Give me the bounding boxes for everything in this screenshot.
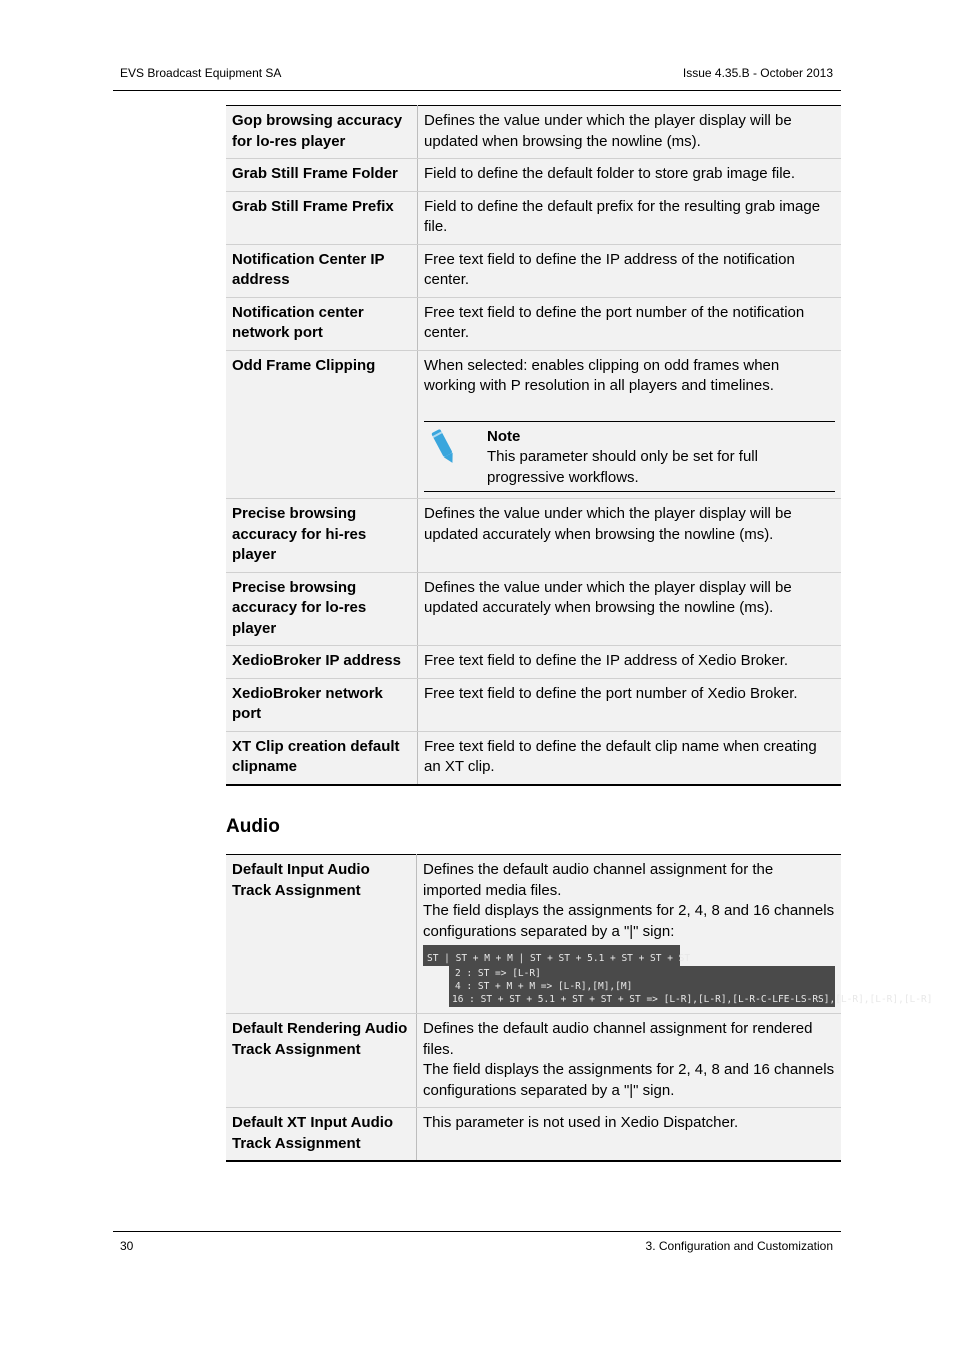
table-row [226,731,841,785]
note-content [487,427,835,489]
table-row [226,646,841,679]
param-description: Field to define the default prefix for the resulting grab image file. [418,191,842,244]
page-footer [113,1231,841,1253]
param-description-cell [417,855,933,1014]
param-name: Default Rendering Audio Track Assignment [226,1014,417,1108]
param-name: Notification center network port [226,297,418,350]
param-name: Notification Center IP address [226,244,418,297]
footer-chapter: 3. Configuration and Customization [645,1239,833,1253]
param-name: Odd Frame Clipping [226,350,418,499]
code-detail-block [449,966,933,1007]
param-description: Defines the value under which the player display will be updated accurately when browsing the nowline (ms). [418,572,842,646]
param-description: Defines the default audio channel assignment for the imported media files. [423,861,774,899]
table-row [226,350,841,499]
pencil-icon [424,427,487,489]
param-description: When selected: enables clipping on odd frames when working with P resolution in all players and timelines. [424,356,780,394]
section-title-audio: Audio [226,816,280,837]
page-header [113,66,841,91]
param-description: Defines the value under which the player display will be updated accurately when browsing the nowline (ms). [418,499,842,573]
param-name: XedioBroker network port [226,678,418,731]
header-company: EVS Broadcast Equipment SA [120,66,282,80]
code-main-line: ST | ST + M + M | ST + ST + 5.1 + ST + ST + ST [423,945,680,966]
param-description-detail: The field displays the assignments for 2, 4, 8 and 16 channels configurations separated by a "|" sign. [423,1061,835,1099]
param-description: Free text field to define the IP address of Xedio Broker. [418,646,842,679]
param-name: XedioBroker IP address [226,646,418,679]
param-description: Defines the default audio channel assignment for rendered files. [423,1020,813,1058]
table-row [226,297,841,350]
page-number: 30 [120,1239,134,1253]
note-box [424,421,835,493]
table-row [226,499,841,573]
table-row [226,855,841,1014]
note-title: Note [487,427,521,445]
param-name: Grab Still Frame Prefix [226,191,418,244]
param-description-cell [418,350,842,499]
code-line: 4 : ST + M + M => [L-R],[M],[M] [455,981,633,992]
table-row [226,159,841,192]
table-row [226,191,841,244]
table-row [226,572,841,646]
param-description-detail: The field displays the assignments for 2, 4, 8 and 16 channels configurations separated by a "|" sign: [423,902,835,940]
param-name: Default Input Audio Track Assignment [226,855,417,1014]
parameters-table [226,105,841,786]
param-description: Free text field to define the port number of Xedio Broker. [418,678,842,731]
param-description: Field to define the default folder to store grab image file. [418,159,842,192]
table-row [226,1108,841,1162]
param-name: Precise browsing accuracy for lo-res player [226,572,418,646]
param-description-cell [417,1014,842,1108]
table-row [226,1014,841,1108]
param-description: Free text field to define the port number of the notification center. [418,297,842,350]
param-name: Gop browsing accuracy for lo-res player [226,106,418,159]
table-row [226,106,841,159]
param-name: Precise browsing accuracy for hi-res player [226,499,418,573]
code-line: 16 : ST + ST + 5.1 + ST + ST + ST => [L-R],[L-R],[L-R-C-LFE-LS-RS],[L-R],[L-R],[L-R] [452,994,933,1005]
code-example [423,945,933,1007]
param-description: Defines the value under which the player display will be updated when browsing the nowline (ms). [418,106,842,159]
param-name: Grab Still Frame Folder [226,159,418,192]
param-name: Default XT Input Audio Track Assignment [226,1108,417,1162]
param-description: This parameter is not used in Xedio Dispatcher. [417,1108,842,1162]
param-name: XT Clip creation default clipname [226,731,418,785]
param-description: Free text field to define the IP address of the notification center. [418,244,842,297]
code-line: 2 : ST => [L-R] [455,968,541,979]
table-row [226,678,841,731]
param-description: Free text field to define the default clip name when creating an XT clip. [418,731,842,785]
header-issue: Issue 4.35.B - October 2013 [682,66,833,80]
table-row [226,244,841,297]
audio-parameters-table [226,854,933,1162]
note-text: This parameter should only be set for full progressive workflows. [487,448,758,486]
